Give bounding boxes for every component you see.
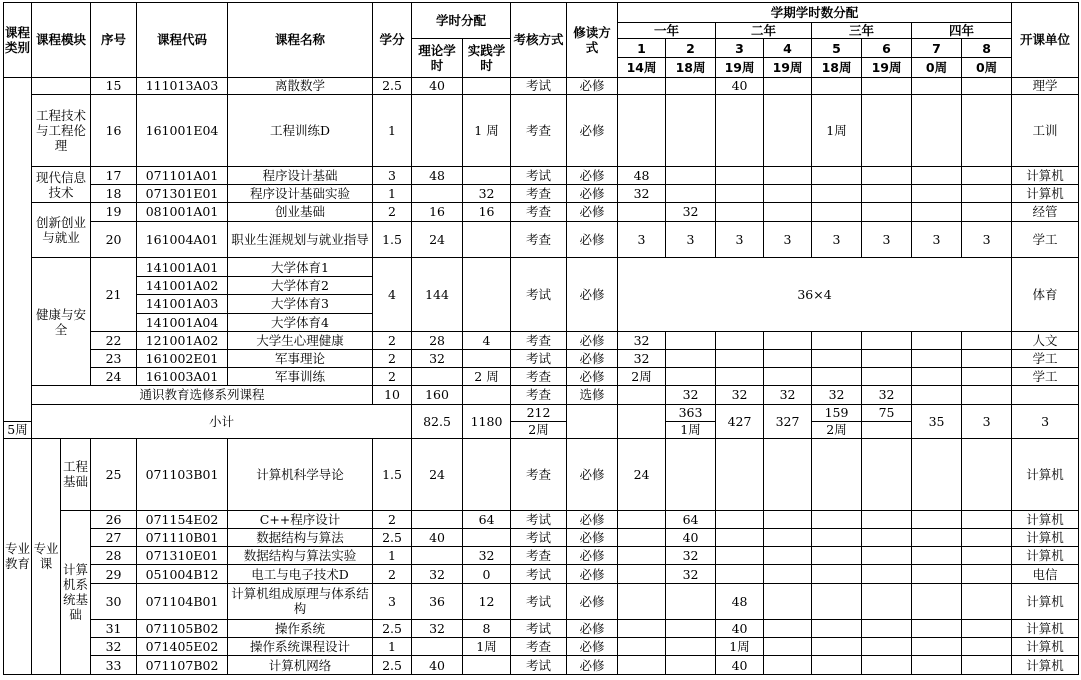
dept-cell: 计算机: [1012, 547, 1079, 565]
study-type-cell: 必修: [567, 331, 618, 349]
header-theory-hours: 理论学时: [412, 39, 463, 77]
study-type-cell: 必修: [567, 529, 618, 547]
code-cell: 071105B02: [137, 620, 228, 638]
seq-cell: 27: [91, 529, 137, 547]
code-cell: 141001A04: [137, 313, 228, 331]
practice-cell: 8: [463, 620, 511, 638]
assessment-cell: 考查: [511, 185, 567, 203]
sem5-cell: 1周: [812, 95, 862, 167]
sem1-cell: 32: [618, 185, 666, 203]
sem4-cell: 3: [764, 221, 812, 257]
sem2-cell: 3: [666, 221, 716, 257]
header-row-1: [4, 3, 1079, 23]
credit-cell: 1: [373, 95, 412, 167]
theory-cell: 24: [412, 438, 463, 510]
theory-cell: 40: [412, 77, 463, 94]
sem2-cell: 64: [666, 510, 716, 528]
table-row: [4, 656, 1079, 675]
sem6-cell: 32: [862, 386, 912, 404]
code-cell: 071301E01: [137, 185, 228, 203]
dept-cell: 经管: [1012, 203, 1079, 221]
course-name-cell: 大学体育4: [228, 313, 373, 331]
practice-cell: 32: [463, 547, 511, 565]
course-name-cell: 操作系统课程设计: [228, 638, 373, 656]
assessment-cell: 考试: [511, 510, 567, 528]
practice-cell: 0: [463, 565, 511, 583]
header-year-1: 一年: [618, 23, 716, 39]
assessment-cell: 考试: [511, 166, 567, 184]
code-cell: 111013A03: [137, 77, 228, 94]
sem1-cell: 363: [666, 404, 716, 421]
assessment-cell: 考查: [511, 386, 567, 404]
category-cell-general: [4, 77, 32, 421]
course-name-cell: 职业生涯规划与就业指导: [228, 221, 373, 257]
header-module: 课程模块: [32, 3, 91, 78]
seq-cell: 18: [91, 185, 137, 203]
sem8-cell: 3: [962, 221, 1012, 257]
study-type-cell: 必修: [567, 349, 618, 367]
theory-cell: 144: [412, 257, 463, 331]
dept-cell: 计算机: [1012, 620, 1079, 638]
header-credit: 学分: [373, 3, 412, 78]
theory-cell: 32: [412, 349, 463, 367]
header-practice-hours: 实践学时: [463, 39, 511, 77]
table-row: [4, 331, 1079, 349]
seq-cell: 30: [91, 583, 137, 619]
course-name-cell: 电工与电子技术D: [228, 565, 373, 583]
course-name-cell: 数据结构与算法实验: [228, 547, 373, 565]
study-type-cell: 必修: [567, 565, 618, 583]
category-prof-edu: 专业教育: [4, 438, 32, 674]
practice-cell: 64: [463, 510, 511, 528]
assessment-cell: 考查: [511, 331, 567, 349]
study-type-cell: 必修: [567, 221, 618, 257]
sem1-cell: 2周: [618, 368, 666, 386]
table-row: [4, 565, 1079, 583]
theory-cell: 16: [412, 203, 463, 221]
header-weeks-6: 19周: [862, 57, 912, 77]
header-dept: 开课单位: [1012, 3, 1079, 78]
sem5-cell: 3: [812, 221, 862, 257]
study-type-cell: 必修: [567, 368, 618, 386]
header-category: 课程类别: [4, 3, 32, 78]
practice-cell: 4: [463, 331, 511, 349]
sem1-cell: 32: [618, 349, 666, 367]
dept-cell: 体育: [1012, 257, 1079, 331]
header-weeks-5: 18周: [812, 57, 862, 77]
credit-cell: 1: [373, 547, 412, 565]
table-row: [4, 529, 1079, 547]
header-code: 课程代码: [137, 3, 228, 78]
assessment-cell: 考试: [511, 565, 567, 583]
assessment-cell: 考查: [511, 547, 567, 565]
sem1-cell: 48: [618, 166, 666, 184]
code-cell: 071104B01: [137, 583, 228, 619]
sem2-cell: 32: [666, 565, 716, 583]
course-name-cell: C++程序设计: [228, 510, 373, 528]
credit-cell: 2: [373, 510, 412, 528]
credit-cell: 82.5: [412, 404, 463, 438]
header-sem-2: 2: [666, 39, 716, 57]
sem3-cell: 40: [716, 620, 764, 638]
header-sem-6: 6: [862, 39, 912, 57]
code-cell: 071110B01: [137, 529, 228, 547]
code-cell: 071103B01: [137, 438, 228, 510]
study-type-cell: 必修: [567, 257, 618, 331]
code-cell: 051004B12: [137, 565, 228, 583]
header-name: 课程名称: [228, 3, 373, 78]
course-name-cell: 军事理论: [228, 349, 373, 367]
study-type-cell: 必修: [567, 510, 618, 528]
sem3-cell: 40: [716, 77, 764, 94]
seq-cell: 33: [91, 656, 137, 675]
header-semester-alloc: 学期学时数分配: [618, 3, 1012, 23]
module-eng-basic: 工程基础: [61, 438, 91, 510]
sem2-cell: 40: [666, 529, 716, 547]
assessment-cell: 考查: [511, 221, 567, 257]
seq-cell: 32: [91, 638, 137, 656]
practice-cell: 16: [463, 203, 511, 221]
dept-cell: 计算机: [1012, 583, 1079, 619]
sem3-cell: 40: [716, 656, 764, 675]
theory-cell: 40: [412, 529, 463, 547]
table-row: [4, 257, 1079, 276]
dept-cell: 工训: [1012, 95, 1079, 167]
credit-cell: 2: [373, 331, 412, 349]
dept-cell: 学工: [1012, 368, 1079, 386]
course-name-cell: 程序设计基础实验: [228, 185, 373, 203]
seq-cell: 25: [91, 438, 137, 510]
course-name-cell: 数据结构与算法: [228, 529, 373, 547]
assessment-cell: 考查: [511, 638, 567, 656]
sem5-weeks-cell: 2周: [812, 421, 862, 438]
seq-cell: 15: [91, 77, 137, 94]
seq-cell: 16: [91, 95, 137, 167]
seq-cell: 20: [91, 221, 137, 257]
header-weeks-3: 19周: [716, 57, 764, 77]
header-sem-8: 8: [962, 39, 1012, 57]
credit-cell: 2.5: [373, 656, 412, 675]
theory-cell: 36: [412, 583, 463, 619]
table-row: [4, 95, 1079, 167]
table-row: [4, 583, 1079, 619]
sem1-weeks-cell: 2周: [511, 421, 567, 438]
study-type-cell: 必修: [567, 583, 618, 619]
study-type-cell: 必修: [567, 656, 618, 675]
dept-cell: 计算机: [1012, 185, 1079, 203]
practice-cell: 1周: [463, 638, 511, 656]
sem3-cell: 1周: [716, 638, 764, 656]
code-cell: 071310E01: [137, 547, 228, 565]
study-type-cell: 必修: [567, 203, 618, 221]
module-cell: [32, 77, 91, 94]
dept-cell: 计算机: [1012, 638, 1079, 656]
credit-cell: 3: [373, 583, 412, 619]
sem4-cell: 32: [764, 386, 812, 404]
practice-cell: 12: [463, 583, 511, 619]
module-eng-ethics: 工程技术与工程伦理: [32, 95, 91, 167]
dept-cell: 电信: [1012, 565, 1079, 583]
credit-cell: 1: [373, 185, 412, 203]
credit-cell: 2: [373, 565, 412, 583]
study-type-cell: 必修: [567, 77, 618, 94]
practice-cell: [463, 77, 511, 94]
course-name-cell: 大学体育2: [228, 277, 373, 295]
assessment-cell: 考试: [511, 656, 567, 675]
table-row: [4, 77, 1079, 94]
course-name-cell: 大学体育3: [228, 295, 373, 313]
sem4-cell: 159: [812, 404, 862, 421]
theory-cell: 32: [412, 565, 463, 583]
credit-cell: 4: [373, 257, 412, 331]
theory-cell: 24: [412, 221, 463, 257]
course-name-cell: 操作系统: [228, 620, 373, 638]
table-row: [4, 185, 1079, 203]
code-cell: 071405E02: [137, 638, 228, 656]
seq-cell: 28: [91, 547, 137, 565]
dept-cell: 计算机: [1012, 529, 1079, 547]
header-weeks-1: 14周: [618, 57, 666, 77]
theory-cell: 160: [412, 386, 463, 404]
table-row: [4, 510, 1079, 528]
dept-cell: 计算机: [1012, 656, 1079, 675]
study-type-cell: 必修: [567, 95, 618, 167]
header-sem-1: 1: [618, 39, 666, 57]
seq-cell: 17: [91, 166, 137, 184]
dept-cell: 人文: [1012, 331, 1079, 349]
header-year-3: 三年: [812, 23, 912, 39]
header-sem-3: 3: [716, 39, 764, 57]
header-weeks-2: 18周: [666, 57, 716, 77]
credit-cell: 2: [373, 203, 412, 221]
course-name-cell: 大学生心理健康: [228, 331, 373, 349]
sem2-cell: 32: [666, 547, 716, 565]
code-cell: 071107B02: [137, 656, 228, 675]
seq-cell: 24: [91, 368, 137, 386]
table-row: [4, 638, 1079, 656]
assessment-cell: 考试: [511, 583, 567, 619]
seq-cell: 26: [91, 510, 137, 528]
assessment-cell: 考查: [511, 203, 567, 221]
practice-weeks-cell: 5周: [4, 421, 32, 438]
code-cell: 161004A01: [137, 221, 228, 257]
course-name-cell: 程序设计基础: [228, 166, 373, 184]
table-row: [4, 203, 1079, 221]
assessment-cell: 考试: [511, 257, 567, 331]
module-health: 健康与安全: [32, 257, 91, 385]
header-weeks-8: 0周: [962, 57, 1012, 77]
theory-cell: 28: [412, 331, 463, 349]
assessment-cell: 考查: [511, 368, 567, 386]
study-type-cell: 选修: [567, 386, 618, 404]
course-name-cell: 计算机组成原理与体系结构: [228, 583, 373, 619]
seq-cell: 21: [91, 257, 137, 331]
table-row: [4, 221, 1079, 257]
sem3-cell: 327: [764, 404, 812, 438]
assessment-cell: 考试: [511, 349, 567, 367]
seq-cell: 19: [91, 203, 137, 221]
course-name-cell: 计算机科学导论: [228, 438, 373, 510]
sem7-cell: 3: [962, 404, 1012, 438]
dept-cell: 计算机: [1012, 438, 1079, 510]
table-row: [4, 547, 1079, 565]
sem1-cell: 24: [618, 438, 666, 510]
seq-cell: 22: [91, 331, 137, 349]
header-year-2: 二年: [716, 23, 812, 39]
module-modern-it: 现代信息技术: [32, 166, 91, 202]
sem2-cell: 427: [716, 404, 764, 438]
sem3-cell: 3: [716, 221, 764, 257]
table-row: [4, 349, 1079, 367]
header-seq: 序号: [91, 3, 137, 78]
credit-cell: 1: [373, 638, 412, 656]
sem8-cell: 3: [1012, 404, 1079, 438]
table-row: [4, 620, 1079, 638]
subtotal-label: 小计: [32, 404, 412, 438]
study-type-cell: 必修: [567, 166, 618, 184]
credit-cell: 2.5: [373, 620, 412, 638]
course-plan-table: [3, 2, 1079, 675]
assessment-cell: 考查: [511, 95, 567, 167]
code-cell: 161002E01: [137, 349, 228, 367]
semester-merged-cell: 36×4: [618, 257, 1012, 331]
header-weeks-4: 19周: [764, 57, 812, 77]
study-type-cell: 必修: [567, 620, 618, 638]
sem2-cell: 32: [666, 386, 716, 404]
header-sem-4: 4: [764, 39, 812, 57]
credit-cell: 2: [373, 368, 412, 386]
header-year-4: 四年: [912, 23, 1012, 39]
course-name-cell: 创业基础: [228, 203, 373, 221]
elective-name-cell: 通识教育选修系列课程: [32, 386, 373, 404]
sem1-cell: 3: [618, 221, 666, 257]
table-row: [4, 438, 1079, 510]
seq-cell: 31: [91, 620, 137, 638]
sem4-weeks-cell: 1周: [666, 421, 716, 438]
dept-cell: 学工: [1012, 349, 1079, 367]
header-assessment: 考核方式: [511, 3, 567, 78]
header-sem-5: 5: [812, 39, 862, 57]
seq-cell: 23: [91, 349, 137, 367]
study-type-cell: 必修: [567, 638, 618, 656]
course-name-cell: 工程训练D: [228, 95, 373, 167]
sem6-cell: 35: [912, 404, 962, 438]
study-type-cell: 必修: [567, 185, 618, 203]
table-row: [4, 166, 1079, 184]
code-cell: 081001A01: [137, 203, 228, 221]
practice-cell: 212: [511, 404, 567, 421]
sem5-cell: 32: [812, 386, 862, 404]
code-cell: 141001A01: [137, 257, 228, 276]
study-type-cell: 必修: [567, 438, 618, 510]
theory-cell: [412, 95, 463, 167]
assessment-cell: 考试: [511, 529, 567, 547]
sem2-cell: 32: [666, 203, 716, 221]
table-row: [4, 386, 1079, 404]
seq-cell: 29: [91, 565, 137, 583]
code-cell: 071101A01: [137, 166, 228, 184]
course-name-cell: 计算机网络: [228, 656, 373, 675]
course-name-cell: 大学体育1: [228, 257, 373, 276]
dept-cell: 理学: [1012, 77, 1079, 94]
credit-cell: 3: [373, 166, 412, 184]
sem3-cell: 48: [716, 583, 764, 619]
dept-cell: 学工: [1012, 221, 1079, 257]
module-prof-course: 专业课: [32, 438, 61, 674]
theory-cell: 40: [412, 656, 463, 675]
sem5-cell: 75: [862, 404, 912, 421]
sem3-cell: 32: [716, 386, 764, 404]
credit-cell: 2: [373, 349, 412, 367]
assessment-cell: 考查: [511, 438, 567, 510]
code-cell: 071154E02: [137, 510, 228, 528]
theory-cell: 1180: [463, 404, 511, 438]
header-weeks-7: 0周: [912, 57, 962, 77]
credit-cell: 2.5: [373, 77, 412, 94]
course-name-cell: 离散数学: [228, 77, 373, 94]
code-cell: 121001A02: [137, 331, 228, 349]
assessment-cell: 考试: [511, 77, 567, 94]
sem1-cell: 32: [618, 331, 666, 349]
module-innovation: 创新创业与就业: [32, 203, 91, 258]
sem6-cell: 3: [862, 221, 912, 257]
practice-cell: 32: [463, 185, 511, 203]
practice-cell: 1 周: [463, 95, 511, 167]
module-cs-basic: 计算机系统基础: [61, 510, 91, 674]
dept-cell: 计算机: [1012, 510, 1079, 528]
header-sem-7: 7: [912, 39, 962, 57]
code-cell: 141001A02: [137, 277, 228, 295]
credit-cell: 1.5: [373, 221, 412, 257]
dept-cell: 计算机: [1012, 166, 1079, 184]
table-row: [4, 368, 1079, 386]
course-name-cell: 军事训练: [228, 368, 373, 386]
code-cell: 141001A03: [137, 295, 228, 313]
credit-cell: 2.5: [373, 529, 412, 547]
code-cell: 161001E04: [137, 95, 228, 167]
credit-cell: 1.5: [373, 438, 412, 510]
study-type-cell: 必修: [567, 547, 618, 565]
theory-cell: 48: [412, 166, 463, 184]
credit-cell: 10: [373, 386, 412, 404]
code-cell: 161003A01: [137, 368, 228, 386]
assessment-cell: 考试: [511, 620, 567, 638]
header-hours-alloc: 学时分配: [412, 3, 511, 39]
theory-cell: 32: [412, 620, 463, 638]
header-study-type: 修读方式: [567, 3, 618, 78]
practice-cell: 2 周: [463, 368, 511, 386]
sem7-cell: 3: [912, 221, 962, 257]
subtotal-row: [4, 404, 1079, 421]
